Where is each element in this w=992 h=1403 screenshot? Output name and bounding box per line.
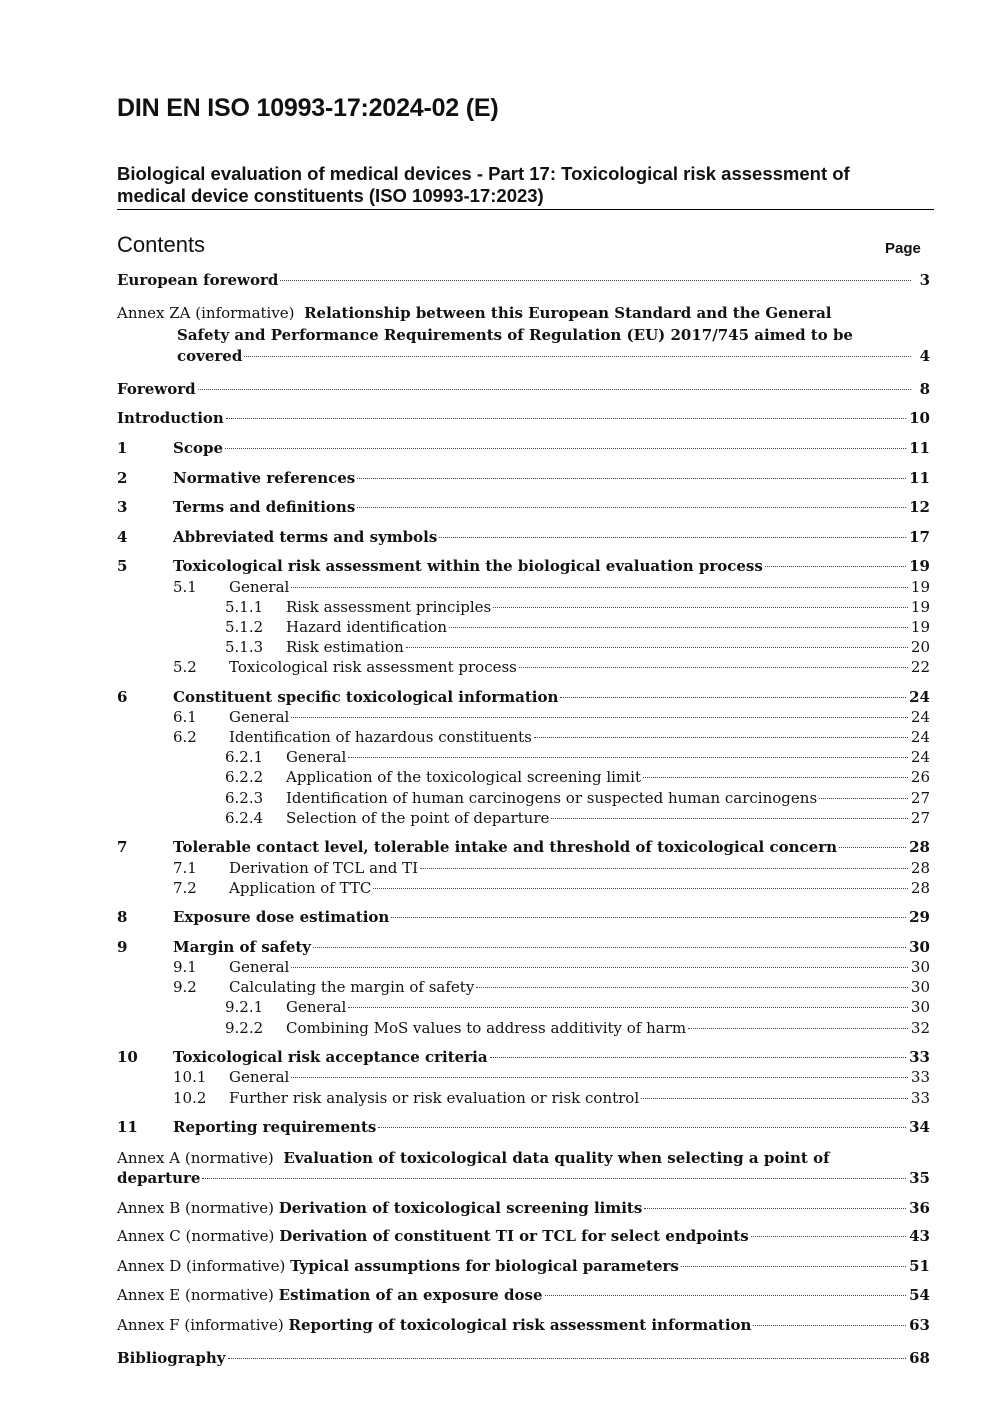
toc-entry-number: 6.2 <box>173 728 197 746</box>
toc-entry-number: 6.2.2 <box>225 768 264 786</box>
dot-leader <box>560 697 906 698</box>
dot-leader <box>819 798 908 799</box>
dot-leader <box>228 1358 907 1359</box>
toc-entry-number: 5.1 <box>173 578 197 596</box>
toc-entry-number: 3 <box>117 498 128 516</box>
toc-entry-annex-f[interactable] <box>117 1315 930 1335</box>
dot-leader <box>348 757 908 758</box>
toc-entry-clause-9[interactable] <box>117 937 930 957</box>
toc-entry-annex-za[interactable] <box>117 302 832 324</box>
dot-leader <box>225 448 906 449</box>
dot-leader <box>291 717 908 718</box>
dot-leader <box>681 1266 906 1267</box>
toc-entry-clause-11[interactable] <box>117 1117 930 1137</box>
toc-entry-page: 24 <box>910 708 930 726</box>
toc-entry-title: Reporting of toxicological risk assessment information <box>288 1316 752 1334</box>
dot-leader <box>291 1077 908 1078</box>
toc-entry-title: General <box>229 958 290 976</box>
toc-entry-annex-d[interactable] <box>117 1256 930 1276</box>
toc-entry-number: 9 <box>117 938 128 956</box>
toc-entry-title: Exposure dose estimation <box>173 908 390 926</box>
document-title-line1: Biological evaluation of medical devices - Part 17: Toxicological risk assessment of <box>117 163 850 184</box>
toc-entry-title: Derivation of toxicological screening limits <box>278 1199 643 1217</box>
toc-entry-6-1[interactable] <box>173 707 930 727</box>
annex-label: Annex C (normative) <box>117 1227 275 1245</box>
toc-entry-title: Combining MoS values to address additivity of harm <box>286 1019 687 1037</box>
toc-entry-number: 9.2.1 <box>225 998 264 1016</box>
toc-entry-page: 30 <box>910 978 930 996</box>
dot-leader <box>280 280 911 281</box>
toc-entry-page: 29 <box>909 908 930 926</box>
toc-entry-page: 28 <box>909 838 930 856</box>
toc-entry-title: Risk assessment principles <box>286 598 492 616</box>
dot-leader <box>391 917 906 918</box>
toc-entry-foreword[interactable] <box>117 379 930 399</box>
toc-entry-number: 5.1.2 <box>225 618 264 636</box>
toc-entry-5-1[interactable] <box>173 577 930 597</box>
dot-leader <box>476 987 908 988</box>
toc-entry-page: 33 <box>910 1068 930 1086</box>
toc-entry-title: Identification of human carcinogens or suspected human carcinogens <box>286 789 818 807</box>
toc-entry-title: Constituent specific toxicological information <box>173 688 559 706</box>
toc-entry-page: 24 <box>910 728 930 746</box>
toc-entry-page: 19 <box>910 598 930 616</box>
dot-leader <box>291 587 908 588</box>
toc-entry-number: 1 <box>117 439 128 457</box>
toc-entry-page: 4 <box>919 347 930 365</box>
toc-entry-number: 6 <box>117 688 128 706</box>
toc-entry-european-foreword[interactable] <box>117 270 930 290</box>
toc-entry-page: 33 <box>909 1048 930 1066</box>
annex-a-title-line2-row[interactable] <box>117 1168 930 1188</box>
toc-entry-clause-10[interactable] <box>117 1047 930 1067</box>
toc-entry-number: 5.2 <box>173 658 197 676</box>
toc-entry-title: Scope <box>173 439 224 457</box>
toc-entry-number: 5.1.3 <box>225 638 264 656</box>
annex-a-title-line2: departure <box>117 1169 201 1187</box>
toc-entry-6-2[interactable] <box>173 727 930 747</box>
toc-entry-6-2-2[interactable] <box>225 767 930 787</box>
toc-entry-title: Calculating the margin of safety <box>229 978 475 996</box>
toc-entry-title: General <box>286 748 347 766</box>
toc-entry-number: 7.1 <box>173 859 197 877</box>
toc-entry-introduction[interactable] <box>117 408 930 428</box>
toc-entry-title: Abbreviated terms and symbols <box>173 528 438 546</box>
toc-entry-title: Hazard identification <box>286 618 448 636</box>
toc-entry-page: 36 <box>909 1199 930 1217</box>
contents-heading: Contents <box>117 232 206 257</box>
toc-entry-page: 12 <box>909 498 930 516</box>
toc-entry-title: Toxicological risk assessment within the biological evaluation process <box>173 557 763 575</box>
dot-leader <box>348 1007 908 1008</box>
dot-leader <box>378 1127 906 1128</box>
toc-entry-number: 10 <box>117 1048 138 1066</box>
annex-a-label: Annex A (normative) <box>117 1149 274 1167</box>
toc-entry-number: 8 <box>117 908 128 926</box>
dot-leader <box>406 647 908 648</box>
annex-label: Annex B (normative) <box>117 1199 274 1217</box>
toc-entry-title: Derivation of TCL and TI <box>229 859 419 877</box>
toc-entry-title: Tolerable contact level, tolerable intake and threshold of toxicological concern <box>173 838 838 856</box>
page-column-heading: Page <box>885 240 921 257</box>
dot-leader <box>545 1295 907 1296</box>
dot-leader <box>439 537 906 538</box>
dot-leader <box>244 356 911 357</box>
annex-za-title-line1: Relationship between this European Standard and the General <box>304 304 832 322</box>
dot-leader <box>291 967 908 968</box>
dot-leader <box>493 607 908 608</box>
toc-entry-page: 26 <box>910 768 930 786</box>
toc-entry-clause-3[interactable] <box>117 497 930 517</box>
document-title-line2: medical device constituents (ISO 10993-17:2023) <box>117 185 544 206</box>
toc-entry-page: 27 <box>910 789 930 807</box>
toc-entry-5-1-1[interactable] <box>225 597 930 617</box>
toc-entry-title: General <box>229 1068 290 1086</box>
annex-a-title-line1: Evaluation of toxicological data quality when selecting a point of <box>283 1149 830 1167</box>
toc-entry-number: 10.2 <box>173 1089 207 1107</box>
toc-entry-6-2-1[interactable] <box>225 747 930 767</box>
toc-entry-number: 7.2 <box>173 879 197 897</box>
toc-entry-5-1-3[interactable] <box>225 637 930 657</box>
toc-entry-clause-1[interactable] <box>117 438 930 458</box>
toc-entry-page: 28 <box>910 859 930 877</box>
toc-entry-page: 24 <box>909 688 930 706</box>
toc-entry-title: Typical assumptions for biological parameters <box>290 1257 679 1275</box>
dot-leader <box>641 1098 908 1099</box>
toc-entry-page: 30 <box>910 958 930 976</box>
toc-entry-number: 9.2.2 <box>225 1019 264 1037</box>
toc-entry-7-2[interactable] <box>173 878 930 898</box>
toc-entry-title: Application of the toxicological screening limit <box>286 768 641 786</box>
toc-entry-number: 6.2.1 <box>225 748 264 766</box>
toc-entry-title: Estimation of an exposure dose <box>278 1286 543 1304</box>
toc-entry-5-2[interactable] <box>173 657 930 677</box>
toc-entry-page: 28 <box>910 879 930 897</box>
dot-leader <box>519 667 908 668</box>
annex-za-title-line2: Safety and Performance Requirements of Regulation (EU) 2017/745 aimed to be <box>177 326 853 344</box>
toc-entry-clause-5[interactable] <box>117 556 930 576</box>
dot-leader <box>357 478 906 479</box>
toc-entry-9-2-1[interactable] <box>225 997 930 1017</box>
dot-leader <box>765 566 906 567</box>
toc-entry-page: 11 <box>909 439 930 457</box>
toc-entry-title: Introduction <box>117 409 224 427</box>
toc-entry-page: 34 <box>909 1118 930 1136</box>
toc-entry-page: 19 <box>909 557 930 575</box>
dot-leader <box>226 418 906 419</box>
toc-entry-number: 6.2.4 <box>225 809 264 827</box>
toc-entry-9-2[interactable] <box>173 977 930 997</box>
toc-entry-10-1[interactable] <box>173 1067 930 1087</box>
dot-leader <box>644 1208 906 1209</box>
dot-leader <box>551 818 908 819</box>
toc-entry-page: 20 <box>910 638 930 656</box>
annex-za-title-line3: covered <box>177 347 243 365</box>
toc-entry-clause-4[interactable] <box>117 527 930 547</box>
toc-entry-title: General <box>229 708 290 726</box>
title-rule <box>117 209 934 210</box>
toc-entry-9-2-2[interactable] <box>225 1018 930 1038</box>
toc-entry-9-1[interactable] <box>173 957 930 977</box>
dot-leader <box>643 777 908 778</box>
toc-entry-10-2[interactable] <box>173 1088 930 1108</box>
toc-entry-title: Bibliography <box>117 1349 226 1367</box>
toc-entry-page: 30 <box>910 998 930 1016</box>
dot-leader <box>751 1236 906 1237</box>
toc-entry-page: 68 <box>909 1349 930 1367</box>
toc-entry-number: 10.1 <box>173 1068 207 1086</box>
toc-entry-title: Foreword <box>117 380 196 398</box>
toc-entry-title: Derivation of constituent TI or TCL for select endpoints <box>279 1227 749 1245</box>
toc-entry-page: 51 <box>909 1257 930 1275</box>
annex-za-label: Annex ZA (informative) <box>117 304 295 322</box>
toc-entry-page: 30 <box>909 938 930 956</box>
toc-entry-number: 9.2 <box>173 978 197 996</box>
dot-leader <box>753 1325 906 1326</box>
dot-leader <box>357 507 906 508</box>
toc-entry-title: Selection of the point of departure <box>286 809 550 827</box>
toc-entry-page: 54 <box>909 1286 930 1304</box>
toc-entry-number: 5.1.1 <box>225 598 264 616</box>
toc-entry-page: 10 <box>909 409 930 427</box>
toc-entry-number: 9.1 <box>173 958 197 976</box>
toc-entry-annex-a[interactable] <box>117 1147 830 1169</box>
toc-entry-page: 33 <box>910 1089 930 1107</box>
toc-entry-title: General <box>286 998 347 1016</box>
toc-entry-page: 35 <box>909 1169 930 1187</box>
toc-entry-annex-b[interactable] <box>117 1198 930 1218</box>
toc-entry-page: 22 <box>910 658 930 676</box>
toc-entry-title: Risk estimation <box>286 638 404 656</box>
toc-entry-page: 43 <box>909 1227 930 1245</box>
toc-entry-page: 17 <box>909 528 930 546</box>
toc-entry-number: 4 <box>117 528 128 546</box>
toc-entry-7-1[interactable] <box>173 858 930 878</box>
dot-leader <box>534 737 908 738</box>
toc-entry-title: Toxicological risk assessment process <box>229 658 517 676</box>
toc-entry-number: 11 <box>117 1118 138 1136</box>
toc-entry-title: Identification of hazardous constituents <box>229 728 532 746</box>
toc-entry-bibliography[interactable] <box>117 1348 930 1368</box>
toc-entry-number: 6.1 <box>173 708 197 726</box>
toc-entry-page: 11 <box>909 469 930 487</box>
toc-entry-title: Application of TTC <box>229 879 372 897</box>
annex-za-title-line3-row[interactable] <box>177 346 930 366</box>
annex-label: Annex E (normative) <box>117 1286 274 1304</box>
toc-entry-page: 19 <box>910 578 930 596</box>
toc-entry-title: Normative references <box>173 469 356 487</box>
annex-label: Annex F (informative) <box>117 1316 284 1334</box>
toc-entry-title: Reporting requirements <box>173 1118 377 1136</box>
dot-leader <box>839 847 906 848</box>
annex-label: Annex D (informative) <box>117 1257 286 1275</box>
toc-entry-page: 19 <box>910 618 930 636</box>
dot-leader <box>420 868 908 869</box>
toc-entry-page: 8 <box>919 380 930 398</box>
toc-entry-6-2-4[interactable] <box>225 808 930 828</box>
toc-entry-title: Terms and definitions <box>173 498 356 516</box>
toc-entry-clause-2[interactable] <box>117 468 930 488</box>
toc-entry-page: 63 <box>909 1316 930 1334</box>
toc-entry-number: 7 <box>117 838 128 856</box>
toc-entry-annex-e[interactable] <box>117 1285 930 1305</box>
toc-entry-annex-c[interactable] <box>117 1226 930 1246</box>
toc-entry-page: 24 <box>910 748 930 766</box>
toc-entry-title: General <box>229 578 290 596</box>
toc-entry-page: 3 <box>919 271 930 289</box>
document-id: DIN EN ISO 10993-17:2024-02 (E) <box>117 94 499 122</box>
toc-entry-title: Toxicological risk acceptance criteria <box>173 1048 488 1066</box>
toc-entry-number: 5 <box>117 557 128 575</box>
dot-leader <box>490 1057 907 1058</box>
document-title <box>117 163 937 207</box>
toc-entry-number: 6.2.3 <box>225 789 264 807</box>
dot-leader <box>688 1028 908 1029</box>
toc-entry-page: 27 <box>910 809 930 827</box>
toc-entry-clause-6[interactable] <box>117 687 930 707</box>
toc-entry-title: European foreword <box>117 271 279 289</box>
toc-entry-page: 32 <box>910 1019 930 1037</box>
toc-entry-clause-7[interactable] <box>117 837 930 857</box>
toc-entry-5-1-2[interactable] <box>225 617 930 637</box>
dot-leader <box>373 888 908 889</box>
dot-leader <box>198 389 911 390</box>
toc-entry-clause-8[interactable] <box>117 907 930 927</box>
toc-entry-title: Margin of safety <box>173 938 312 956</box>
dot-leader <box>202 1178 906 1179</box>
toc-entry-6-2-3[interactable] <box>225 788 930 808</box>
toc-entry-number: 2 <box>117 469 128 487</box>
dot-leader <box>449 627 908 628</box>
toc-entry-title: Further risk analysis or risk evaluation or risk control <box>229 1089 640 1107</box>
dot-leader <box>313 947 906 948</box>
